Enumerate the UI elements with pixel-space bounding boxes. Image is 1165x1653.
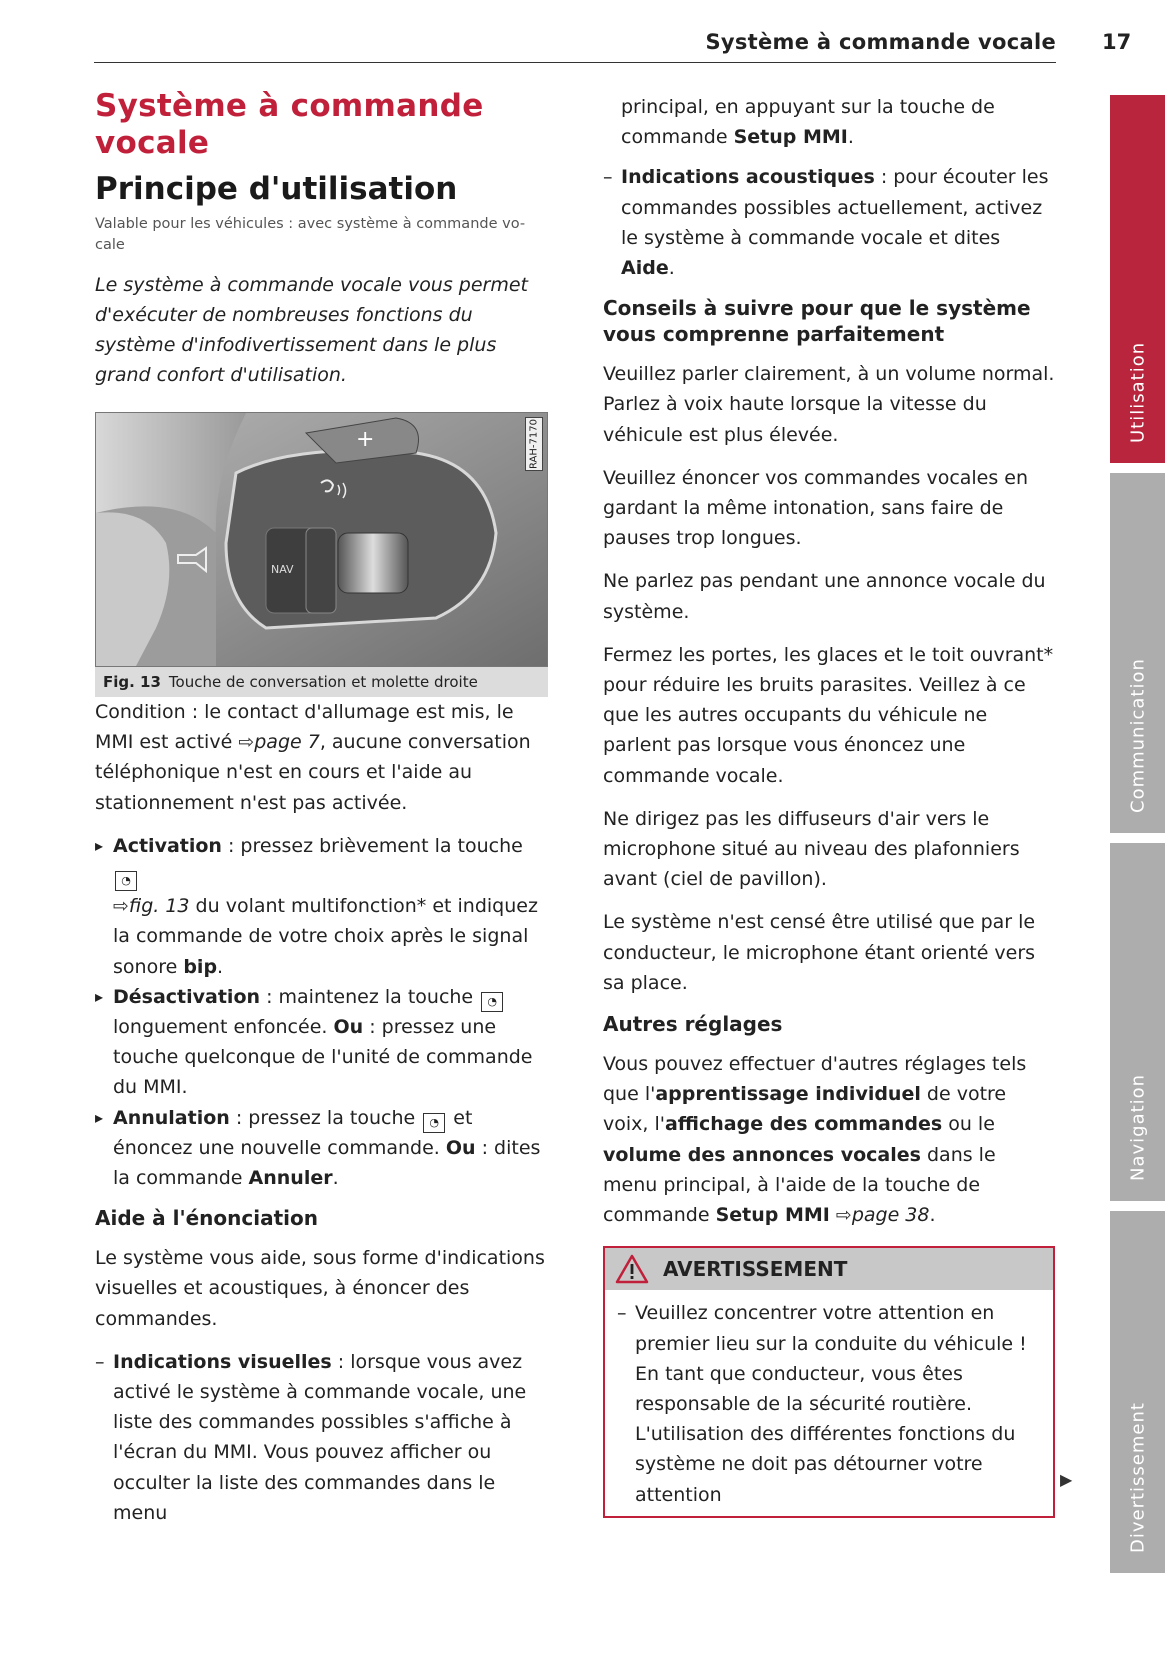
figure-13 (95, 412, 548, 697)
aide-text: Le système vous aide, sous forme d'indications visuelles et acoustiques, à énoncer des commandes. (95, 1247, 545, 1330)
right-column (603, 92, 1055, 1518)
nav-label: NAV (271, 563, 294, 576)
tip-paragraph: Veuillez parler clairement, à un volume normal. Parlez à voix haute lorsque la vitesse du véhicule est plus élevée. (603, 363, 1055, 446)
acoustic-hints-list (603, 162, 1055, 283)
tab-utilisation[interactable]: Utilisation (1110, 95, 1165, 463)
arrow-icon: ⇨ (238, 731, 255, 754)
list-item-annulation: ▸ Annulation : pressez la touche ◔ et énoncez une nouvelle commande. Ou : dites la commande Annuler. (95, 1103, 550, 1194)
talk-button-icon: ◔ (481, 992, 503, 1012)
tip-paragraph: Veuillez énoncer vos commandes vocales en gardant la même intonation, sans faire de pauses trop longues. (603, 466, 1029, 550)
tab-communication[interactable]: Communication (1110, 473, 1165, 833)
page-7-link[interactable]: page 7 (254, 731, 320, 754)
warning-item: – Veuillez concentrer votre attention en premier lieu sur la conduite du véhicule ! En tant que conducteur, vous êtes responsable de la sécurité routière. L'utilisation des différentes fonctions du système ne doit pas détourner votre attention (617, 1298, 1039, 1509)
action-list (95, 831, 550, 1193)
visual-hints-list (95, 1347, 550, 1528)
left-column (95, 88, 550, 1540)
arrow-icon: ⇨ (113, 895, 129, 918)
figure-caption-text: Touche de conversation et molette droite (168, 673, 478, 691)
tab-divertissement[interactable]: Divertissement (1110, 1211, 1165, 1573)
continue-arrow-icon: ▶ (1060, 1470, 1073, 1489)
header-title: Système à commande vocale (705, 30, 1056, 54)
continued-text: principal, en appuyant sur la touche de commande Setup MMI. (621, 96, 995, 149)
autres-text: Vous pouvez effectuer d'autres réglages tels que l'apprentissage individuel de votre voix, l'affichage des commandes ou le volume des annonces vocales dans le menu principal, à l'aide de la touche de commande Setup MMI ⇨page 38. (603, 1053, 1027, 1227)
intro-text: Le système à commande vocale vous permet d'exécuter de nombreuses fonctions du système d'infodivertissement dans le plus grand confort d'utilisation. (95, 274, 529, 386)
steering-wheel-svg (96, 413, 547, 666)
page-number: 17 (1102, 30, 1132, 54)
aide-heading: Aide à l'énonciation (95, 1206, 318, 1231)
tip-paragraph: Le système n'est censé être utilisé que par le conducteur, le microphone étant orienté vers sa place. (603, 911, 1036, 994)
svg-text:+: + (356, 427, 375, 452)
conseils-heading: Conseils à suivre pour que le système vous comprenne parfaitement (603, 296, 1031, 347)
applicability-note: Valable pour les véhicules : avec système à commande vo-cale (95, 216, 526, 253)
page-header (94, 24, 1056, 63)
tip-paragraph: Fermez les portes, les glaces et le toit ouvrant* pour réduire les bruits parasites. Veillez à ce que les autres occupants du véhicule ne parlent pas lorsque vous énoncez une commande vocale. (603, 643, 1054, 787)
steering-wheel-illustration (95, 412, 548, 667)
list-item-acoustic: – Indications acoustiques : pour écouter les commandes possibles actuellement, activez le système à commande vocale et dites Aide. (603, 162, 1055, 283)
subsection-title: Principe d'utilisation (95, 171, 458, 207)
figure-caption (95, 667, 548, 697)
talk-button-icon: ◔ (423, 1113, 445, 1133)
warning-body (605, 1290, 1053, 1515)
tip-paragraph: Ne parlez pas pendant une annonce vocale du système. (603, 570, 1046, 623)
warning-header (605, 1248, 1053, 1290)
warning-title: AVERTISSEMENT (663, 1257, 848, 1282)
figure-label: Fig. 13 (103, 673, 161, 691)
warning-triangle-icon (615, 1254, 649, 1284)
tab-navigation[interactable]: Navigation (1110, 843, 1165, 1201)
warning-box (603, 1246, 1055, 1517)
fig-13-link[interactable]: fig. 13 (128, 895, 190, 918)
arrow-icon: ⇨ (835, 1204, 852, 1227)
section-title: Système à commande vocale (95, 88, 484, 161)
list-item-activation: ▸ Activation : pressez brièvement la touche ◔ ⇨fig. 13 du volant multifonction* et indiquez la commande de votre choix après le signal sonore bip. (95, 831, 550, 982)
warning-list (617, 1298, 1039, 1509)
condition-text: Condition : le contact d'allumage est mis, le MMI est activé ⇨page 7, aucune conversation téléphonique n'est en cours et l'aide au stationnement n'est pas activée. (95, 701, 531, 814)
list-item-visual: – Indications visuelles : lorsque vous avez activé le système à commande vocale, une liste des commandes possibles s'affiche à l'écran du MMI. Vous pouvez afficher ou occulter la liste des commandes dans le menu (95, 1347, 550, 1528)
autres-heading: Autres réglages (603, 1012, 783, 1037)
talk-button-icon: ◔ (115, 871, 137, 891)
list-item-deactivation: ▸ Désactivation : maintenez la touche ◔ longuement enfoncée. Ou : pressez une touche quelconque de l'unité de commande du MMI. (95, 982, 550, 1103)
tip-paragraph: Ne dirigez pas les diffuseurs d'air vers le microphone situé au niveau des plafonniers avant (ciel de pavillon). (603, 807, 1020, 891)
page-38-link[interactable]: page 38 (851, 1204, 930, 1227)
figure-code: RAH-7170 (525, 417, 543, 471)
